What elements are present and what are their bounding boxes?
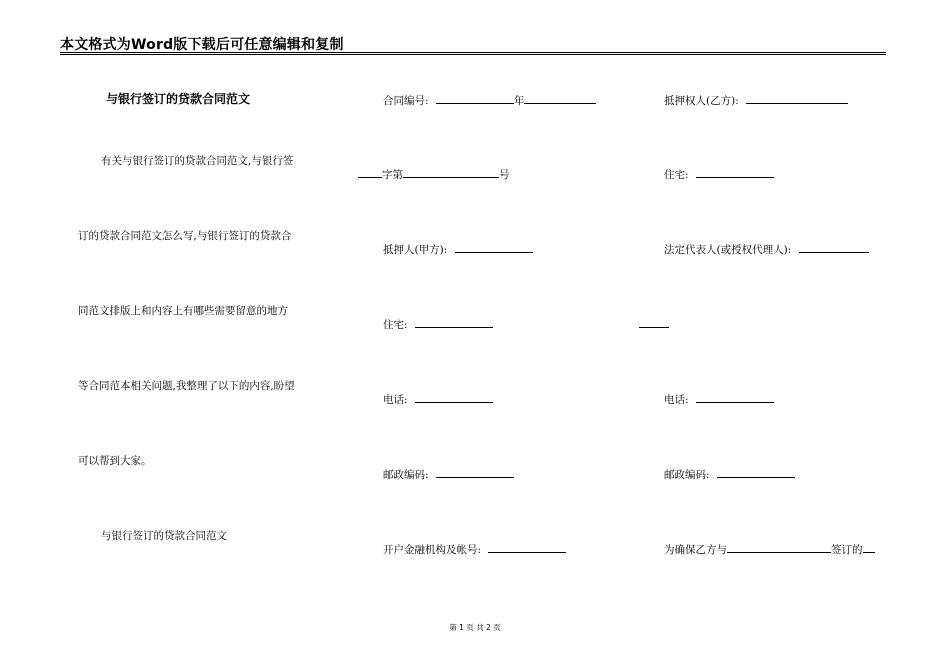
body-line-5: 可以帮到大家。 bbox=[78, 455, 152, 467]
address-continuation-line bbox=[639, 317, 669, 332]
bank-account-label: 开户金融机构及帐号: bbox=[383, 544, 482, 556]
mortgagor-address-label: 住宅: bbox=[383, 319, 408, 331]
header-divider bbox=[60, 54, 886, 55]
contract-number-blank bbox=[436, 93, 514, 104]
legal-rep-line bbox=[664, 242, 869, 257]
page-header bbox=[60, 34, 886, 53]
ensure-party-blank bbox=[727, 542, 831, 553]
legal-rep-blank bbox=[799, 242, 869, 253]
ensure-clause-line bbox=[664, 542, 875, 557]
header-title: 本文格式为Word版下载后可任意编辑和复制 bbox=[60, 37, 344, 53]
legal-rep-label: 法定代表人(或授权代理人): bbox=[664, 244, 792, 256]
mortgagee-postcode-label: 邮政编码: bbox=[664, 469, 710, 481]
body-line-2: 订的贷款合同范文怎么写,与银行签订的贷款合 bbox=[78, 230, 292, 242]
mortgagor-postcode-label: 邮政编码: bbox=[383, 469, 429, 481]
document-title: 与银行签订的贷款合同范文 bbox=[106, 92, 251, 106]
mortgagor-phone-label: 电话: bbox=[383, 394, 408, 406]
body-line-3: 同范文排版上和内容上有哪些需要留意的地方 bbox=[78, 305, 288, 317]
bank-account-line bbox=[383, 542, 566, 557]
mortgagee-address-line bbox=[664, 167, 774, 182]
mortgagor-phone-blank bbox=[415, 392, 493, 403]
body-line-4: 等合同范本相关问题,我整理了以下的内容,盼望 bbox=[78, 380, 295, 392]
mortgagee-label: 抵押权人(乙方): bbox=[664, 95, 739, 107]
zi-di-hao-line bbox=[358, 167, 510, 182]
zi-di-label: 字第 bbox=[382, 169, 403, 181]
mortgagor-blank bbox=[455, 242, 533, 253]
hao-label: 号 bbox=[499, 169, 510, 181]
mortgagor-line bbox=[383, 242, 533, 257]
ensure-suffix: 签订的 bbox=[831, 544, 863, 556]
mortgagee-postcode-line bbox=[664, 467, 795, 482]
mortgagor-address-blank bbox=[415, 317, 493, 328]
page-footer: 第 1 页 共 2 页 bbox=[449, 623, 501, 632]
address-continuation-blank bbox=[639, 317, 669, 328]
mortgagee-blank bbox=[746, 93, 848, 104]
ensure-trailing-blank bbox=[863, 542, 875, 553]
mortgagor-phone-line bbox=[383, 392, 493, 407]
body-line-1: 有关与银行签订的贷款合同范文,与银行签 bbox=[101, 155, 294, 167]
mortgagor-postcode-line bbox=[383, 467, 514, 482]
mortgagor-label: 抵押人(甲方): bbox=[383, 244, 448, 256]
ensure-prefix: 为确保乙方与 bbox=[664, 544, 727, 556]
mortgagee-phone-blank bbox=[696, 392, 774, 403]
mortgagee-address-blank bbox=[696, 167, 774, 178]
year-label: 年 bbox=[513, 95, 525, 107]
serial-blank bbox=[403, 167, 499, 178]
mortgagee-phone-line bbox=[664, 392, 774, 407]
year-blank bbox=[524, 93, 596, 104]
mortgagor-address-line bbox=[383, 317, 493, 332]
mortgagor-postcode-blank bbox=[436, 467, 514, 478]
mortgagee-line bbox=[664, 93, 848, 108]
mortgagee-postcode-blank bbox=[717, 467, 795, 478]
contract-number-line bbox=[383, 93, 596, 108]
contract-number-label: 合同编号: bbox=[383, 95, 429, 107]
zi-prefix-blank bbox=[358, 167, 382, 178]
mortgagee-address-label: 住宅: bbox=[664, 169, 689, 181]
mortgagee-phone-label: 电话: bbox=[664, 394, 689, 406]
section-subtitle: 与银行签订的贷款合同范文 bbox=[101, 530, 227, 542]
bank-account-blank bbox=[488, 542, 566, 553]
